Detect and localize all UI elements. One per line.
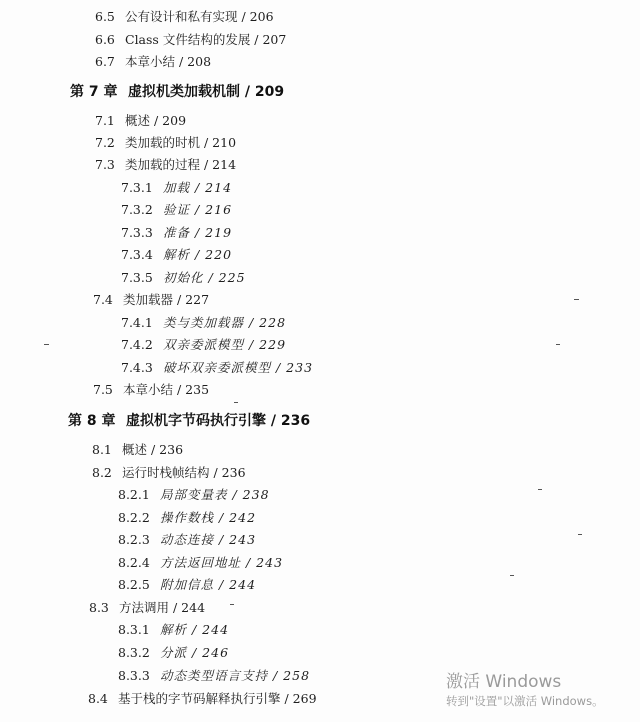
scan-speck [538,489,542,490]
toc-number: 7.3.1 [121,180,153,195]
toc-entry-7-4-2 [121,337,286,353]
toc-number: 8.3.1 [118,622,150,637]
toc-title: 方法调用 / 244 [119,600,206,615]
toc-title: 本章小结 / 208 [125,54,212,69]
toc-entry-7-2 [95,135,236,151]
scan-speck [578,534,582,535]
toc-title: 动态类型语言支持 / 258 [160,668,311,683]
toc-title: 加载 / 214 [163,180,233,195]
toc-entry-7-4-1 [121,315,286,331]
toc-number: 7.3.5 [121,270,153,285]
scan-speck [574,299,579,300]
toc-number: 7.4.3 [121,360,153,375]
toc-number: 8.3.3 [118,668,150,683]
scan-speck [234,402,238,403]
scan-speck [44,344,49,345]
toc-title: 类加载器 / 227 [123,292,210,307]
toc-entry-7-3-5 [121,270,246,286]
toc-title: 分派 / 246 [160,645,230,660]
toc-title: 局部变量表 / 238 [160,487,270,502]
windows-activation-watermark [446,672,604,710]
toc-number: 8.2.1 [118,487,150,502]
toc-chapter-number: 第 8 章 [68,413,116,429]
toc-number: 6.5 [95,9,115,24]
toc-number: 7.4 [93,292,113,307]
toc-title: 类加载的时机 / 210 [125,135,237,150]
toc-number: 7.4.1 [121,315,153,330]
toc-entry-7-4-3 [121,360,313,376]
toc-entry-8-2-4 [118,555,283,571]
toc-chapter-8 [68,413,310,429]
toc-title: 概述 / 209 [125,113,187,128]
toc-number: 8.2.4 [118,555,150,570]
toc-number: 7.2 [95,135,115,150]
toc-title: 解析 / 244 [160,622,230,637]
toc-entry-8-2-1 [118,487,270,503]
toc-number: 7.1 [95,113,115,128]
toc-entry-6-7 [95,54,211,70]
toc-title: 基于栈的字节码解释执行引擎 / 269 [118,691,317,706]
watermark-subtitle: 转到"设置"以激活 Windows。 [446,694,604,708]
scan-speck [556,344,560,345]
toc-number: 8.2 [92,465,112,480]
toc-chapter-number: 第 7 章 [70,84,118,100]
toc-entry-7-3-3 [121,225,232,241]
toc-entry-7-3 [95,157,236,173]
scan-speck [510,575,514,576]
toc-title: Class 文件结构的发展 / 207 [125,32,287,47]
toc-entry-6-5 [95,9,274,25]
toc-number: 7.5 [93,382,113,397]
toc-number: 8.2.3 [118,532,150,547]
toc-number: 8.4 [88,691,108,706]
toc-title: 准备 / 219 [163,225,233,240]
toc-chapter-title: 虚拟机类加载机制 / 209 [128,84,285,100]
toc-entry-7-3-2 [121,202,232,218]
toc-entry-7-3-1 [121,180,232,196]
toc-title: 运行时栈帧结构 / 236 [122,465,246,480]
toc-title: 附加信息 / 244 [160,577,257,592]
toc-entry-8-3-2 [118,645,229,661]
toc-title: 本章小结 / 235 [123,382,210,397]
toc-title: 类加载的过程 / 214 [125,157,237,172]
toc-title: 概述 / 236 [122,442,184,457]
toc-number: 8.2.2 [118,510,150,525]
toc-number: 7.3.3 [121,225,153,240]
toc-number: 8.1 [92,442,112,457]
toc-title: 类与类加载器 / 228 [163,315,287,330]
toc-entry-8-1 [92,442,183,458]
toc-entry-8-4 [88,691,317,707]
toc-number: 7.3 [95,157,115,172]
watermark-title: 激活 Windows [446,672,562,692]
toc-entry-8-3-1 [118,622,229,638]
toc-title: 操作数栈 / 242 [160,510,257,525]
scan-speck [230,604,234,605]
toc-number: 7.4.2 [121,337,153,352]
toc-entry-8-2-2 [118,510,256,526]
toc-number: 8.3.2 [118,645,150,660]
toc-title: 方法返回地址 / 243 [160,555,284,570]
toc-number: 8.2.5 [118,577,150,592]
toc-title: 破坏双亲委派模型 / 233 [163,360,314,375]
toc-entry-8-2 [92,465,246,481]
toc-chapter-7 [70,84,284,100]
toc-entry-8-3 [89,600,205,616]
toc-entry-6-6 [95,32,286,48]
toc-title: 公有设计和私有实现 / 206 [125,9,274,24]
toc-number: 6.7 [95,54,115,69]
toc-number: 7.3.2 [121,202,153,217]
toc-title: 初始化 / 225 [163,270,246,285]
toc-number: 6.6 [95,32,115,47]
toc-title: 双亲委派模型 / 229 [163,337,287,352]
toc-title: 解析 / 220 [163,247,233,262]
toc-title: 验证 / 216 [163,202,233,217]
toc-title: 动态连接 / 243 [160,532,257,547]
toc-entry-7-3-4 [121,247,232,263]
toc-chapter-title: 虚拟机字节码执行引擎 / 236 [126,413,311,429]
toc-entry-7-4 [93,292,209,308]
toc-entry-8-2-3 [118,532,256,548]
toc-entry-7-1 [95,113,186,129]
toc-number: 8.3 [89,600,109,615]
toc-number: 7.3.4 [121,247,153,262]
toc-entry-8-3-3 [118,668,310,684]
toc-entry-8-2-5 [118,577,256,593]
toc-entry-7-5 [93,382,209,398]
